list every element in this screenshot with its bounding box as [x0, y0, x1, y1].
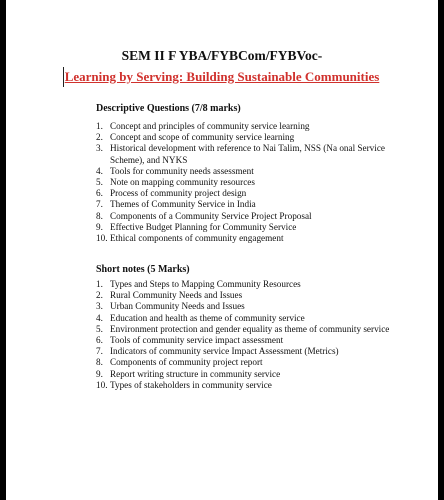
item-number: 2. [96, 290, 103, 301]
item-number: 1. [96, 279, 103, 289]
item-number: 4. [96, 312, 103, 323]
list-item [96, 233, 396, 244]
item-text: Tools for community needs assessment [110, 165, 254, 176]
list-item [96, 143, 396, 165]
document-subtitle: Learning by Serving: Building Sustainable Communities [64, 69, 380, 84]
item-number: 10. [96, 233, 108, 244]
item-text: Education and health as theme of community service [110, 312, 305, 323]
short-notes-list [96, 279, 396, 391]
descriptive-questions-list [96, 121, 396, 244]
list-item [96, 121, 396, 132]
item-text: Concept and scope of community service learning [110, 132, 295, 143]
list-item [96, 301, 396, 312]
list-item [96, 177, 396, 188]
item-number: 6. [96, 188, 103, 199]
item-text: Report writing structure in community service [110, 368, 281, 379]
item-text: Components of a Community Service Project Proposal [110, 210, 312, 221]
list-item [96, 279, 396, 290]
item-text: Themes of Community Service in India [110, 199, 256, 210]
document-page [6, 0, 438, 500]
item-text: Ethical components of community engagement [110, 233, 284, 244]
item-text: Tools of community service impact assessment [110, 335, 284, 346]
item-number: 7. [96, 199, 103, 210]
item-text: Process of community project design [110, 188, 247, 199]
item-number: 7. [96, 346, 103, 357]
item-number: 9. [96, 221, 103, 232]
list-item [96, 132, 396, 143]
item-text: Indicators of community service Impact Assessment (Metrics) [110, 346, 339, 357]
list-item [96, 211, 396, 222]
item-number: 3. [96, 143, 103, 154]
item-number: 6. [96, 335, 103, 346]
item-text: Components of community project report [110, 357, 263, 368]
descriptive-questions-heading: Descriptive Questions (7/8 marks) [96, 103, 241, 114]
item-text: Effective Budget Planning for Community Service [110, 221, 297, 232]
item-text: Note on mapping community resources [110, 177, 255, 188]
item-number: 8. [96, 357, 103, 368]
item-text: Rural Community Needs and Issues [110, 290, 243, 301]
list-item [96, 166, 396, 177]
item-text: Environment protection and gender equality as theme of community service [110, 323, 390, 334]
item-text: Types of stakeholders in community service [110, 379, 272, 390]
item-number: 5. [96, 177, 103, 188]
short-notes-heading: Short notes (5 Marks) [96, 264, 190, 275]
item-number: 3. [96, 301, 103, 312]
item-number: 2. [96, 132, 103, 143]
list-item [96, 222, 396, 233]
item-number: 10. [96, 379, 108, 390]
item-number: 4. [96, 165, 103, 176]
list-item [96, 199, 396, 210]
item-text: Urban Community Needs and Issues [110, 301, 245, 312]
list-item [96, 380, 396, 391]
item-text: Concept and principles of community service learning [110, 121, 310, 131]
list-item [96, 324, 396, 335]
list-item [96, 313, 396, 324]
list-item [96, 357, 396, 368]
list-item [96, 369, 396, 380]
list-item [96, 335, 396, 346]
list-item [96, 290, 396, 301]
item-number: 9. [96, 368, 103, 379]
item-text: Types and Steps to Mapping Community Resources [110, 279, 301, 289]
item-text: Historical development with reference to Nai Talim, NSS (Na onal Service Scheme), and NYKS [110, 143, 385, 165]
item-number: 1. [96, 121, 103, 131]
document-title: SEM II F YBA/FYBCom/FYBVoc- [121, 48, 323, 63]
item-number: 8. [96, 210, 103, 221]
item-number: 5. [96, 323, 103, 334]
list-item [96, 188, 396, 199]
list-item [96, 346, 396, 357]
